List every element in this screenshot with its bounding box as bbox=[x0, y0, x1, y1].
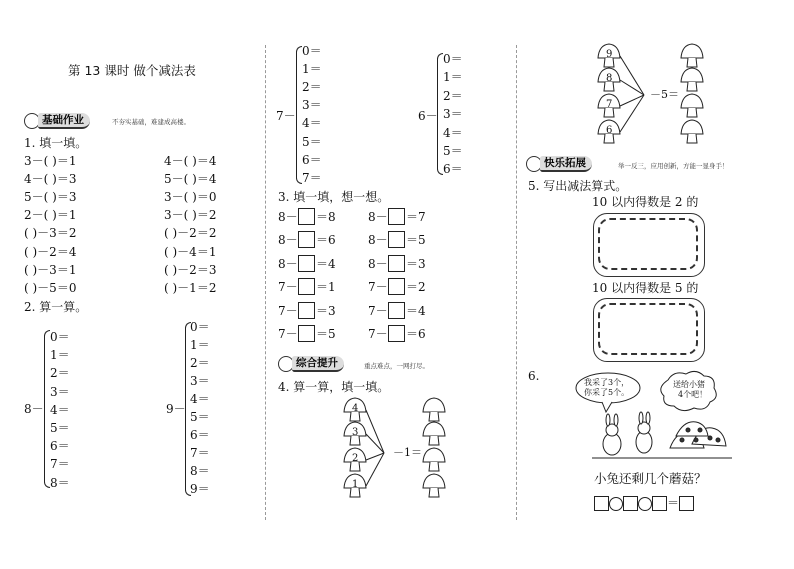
subtraction-row: 7＝ bbox=[302, 170, 322, 185]
answer-square[interactable] bbox=[679, 496, 694, 511]
q2a-minuend: 8－ bbox=[24, 402, 44, 416]
answer-box[interactable] bbox=[388, 231, 405, 248]
operator-circle[interactable] bbox=[609, 497, 623, 511]
subtraction-row: 3＝ bbox=[190, 374, 210, 388]
subtraction-row: 0＝ bbox=[190, 320, 210, 334]
subtraction-row: 6＝ bbox=[190, 428, 210, 442]
subtraction-row: 3＝ bbox=[302, 98, 322, 113]
answer-box[interactable] bbox=[298, 231, 315, 248]
mushroom-icon bbox=[423, 448, 445, 471]
subtraction-row: 0＝ bbox=[302, 44, 322, 58]
q1-equation: ( )－2＝3 bbox=[164, 262, 217, 277]
q1-equation: 3－( )＝2 bbox=[164, 208, 217, 223]
answer-box[interactable] bbox=[388, 325, 405, 342]
q1-equation: 4－( )＝4 bbox=[164, 154, 217, 168]
subtraction-row: 1＝ bbox=[190, 338, 210, 352]
mushroom-number: 8 bbox=[606, 73, 613, 84]
q3-left-operand: 7－ bbox=[278, 303, 298, 318]
section-badge-advance: 综合提升 bbox=[292, 356, 344, 372]
q1-equation: 2－( )＝1 bbox=[24, 208, 77, 223]
answer-box[interactable] bbox=[388, 278, 405, 295]
rabbit-icon bbox=[636, 412, 652, 453]
subtraction-row: 3＝ bbox=[50, 384, 70, 399]
mushroom-icon bbox=[681, 68, 703, 91]
q3-left-operand: 8－ bbox=[278, 256, 298, 271]
q2c-minuend: 7－ bbox=[276, 109, 296, 123]
q3-result: ＝4 bbox=[406, 303, 426, 318]
subtraction-row: 1＝ bbox=[443, 70, 463, 85]
mushroom-number: 9 bbox=[606, 49, 613, 60]
mushroom-number: 7 bbox=[606, 99, 613, 110]
q1-equation: ( )－2＝4 bbox=[24, 244, 77, 259]
mushroom-number: 1 bbox=[352, 479, 359, 490]
q3-left-operand: 8－ bbox=[368, 233, 388, 248]
q1-equation: 3－( )＝0 bbox=[164, 190, 217, 205]
subtraction-row: 1＝ bbox=[50, 348, 70, 363]
q6-question: 小兔还剩几个蘑菇？ bbox=[594, 471, 707, 486]
subtraction-row: 5＝ bbox=[190, 410, 210, 424]
q2-label: 2. 算一算。 bbox=[24, 300, 88, 314]
answer-square[interactable] bbox=[594, 496, 609, 511]
q1-equation: ( )－1＝2 bbox=[164, 280, 217, 295]
equals-sign: ＝ bbox=[667, 496, 680, 510]
q3-result: ＝2 bbox=[406, 280, 426, 295]
subtraction-row: 4＝ bbox=[443, 125, 463, 140]
q3-result: ＝7 bbox=[406, 210, 426, 224]
subtraction-row: 5＝ bbox=[302, 134, 322, 149]
subtraction-row: 2＝ bbox=[443, 88, 463, 103]
q4-label: 4. 算一算，填一填。 bbox=[278, 380, 390, 394]
mushroom-number: 2 bbox=[352, 453, 359, 464]
subtraction-row: 7＝ bbox=[190, 446, 210, 460]
q2d-minuend: 6－ bbox=[418, 109, 438, 123]
q1-equation: ( )－4＝1 bbox=[164, 244, 217, 259]
subtraction-row: 1＝ bbox=[302, 62, 322, 77]
q3-left-operand: 7－ bbox=[368, 303, 388, 318]
subtraction-row: 2＝ bbox=[190, 356, 210, 370]
column-divider-1 bbox=[265, 45, 266, 520]
q3-left-operand: 7－ bbox=[368, 280, 388, 295]
answer-box-1-inner bbox=[598, 218, 698, 270]
q3-result: ＝6 bbox=[406, 327, 426, 341]
q1-equation: ( )－5＝0 bbox=[24, 280, 77, 295]
q3-result: ＝3 bbox=[406, 256, 426, 271]
mushroom-icon bbox=[681, 44, 703, 67]
q1-equation: 5－( )＝4 bbox=[164, 172, 217, 187]
answer-box[interactable] bbox=[298, 302, 315, 319]
q3-left-operand: 7－ bbox=[278, 327, 298, 341]
column-divider-2 bbox=[516, 45, 517, 520]
q3-left-operand: 8－ bbox=[278, 210, 298, 224]
subtraction-row: 8＝ bbox=[50, 475, 70, 490]
answer-box[interactable] bbox=[388, 208, 405, 225]
mushroom-icon bbox=[681, 94, 703, 117]
mushroom-number: 3 bbox=[352, 427, 359, 438]
answer-box[interactable] bbox=[298, 278, 315, 295]
section-motto-fun: 举一反三，应用创新，方能一显身手！ bbox=[618, 162, 729, 170]
subtraction-row: 8＝ bbox=[190, 464, 210, 478]
q6-bubble-1-line-2: 你采了5个。 bbox=[584, 388, 630, 397]
q1-equation: 5－( )＝3 bbox=[24, 190, 77, 205]
operator-circle[interactable] bbox=[638, 497, 652, 511]
q3-left-operand: 7－ bbox=[368, 327, 388, 341]
q1-equation: 3－( )＝1 bbox=[24, 154, 77, 168]
q1-label: 1. 填一填。 bbox=[24, 136, 88, 150]
mushroom-icon bbox=[423, 398, 445, 421]
subtraction-row: 4＝ bbox=[50, 402, 70, 417]
answer-box[interactable] bbox=[298, 208, 315, 225]
q5-prompt-1: 10 以内得数是 2 的 bbox=[592, 195, 699, 209]
q3-result: ＝6 bbox=[316, 233, 336, 248]
subtraction-row: 0＝ bbox=[50, 330, 70, 344]
q3-result: ＝5 bbox=[316, 327, 336, 341]
q3-left-operand: 8－ bbox=[368, 210, 388, 224]
q3-result: ＝4 bbox=[316, 256, 336, 271]
q6-bubble-2-line-2: 4个吧！ bbox=[678, 390, 708, 399]
q3-result: ＝8 bbox=[316, 210, 336, 224]
subtraction-row: 6＝ bbox=[302, 152, 322, 167]
subtraction-row: 0＝ bbox=[443, 52, 463, 66]
answer-box[interactable] bbox=[298, 255, 315, 272]
subtraction-row: 3＝ bbox=[443, 107, 463, 122]
mushroom-icon bbox=[423, 474, 445, 497]
subtraction-row: 6＝ bbox=[50, 439, 70, 454]
q5-label: 5. 写出减法算式。 bbox=[528, 179, 628, 193]
answer-square[interactable] bbox=[623, 496, 638, 511]
subtraction-row: 9＝ bbox=[190, 482, 210, 496]
subtraction-row: 4＝ bbox=[302, 116, 322, 131]
answer-box[interactable] bbox=[298, 325, 315, 342]
rabbit-icon bbox=[603, 414, 621, 455]
answer-square[interactable] bbox=[652, 496, 667, 511]
q1-equation: ( )－3＝1 bbox=[24, 262, 77, 277]
subtraction-row: 7＝ bbox=[50, 457, 70, 472]
q3-left-operand: 8－ bbox=[368, 256, 388, 271]
q6-label: 6. bbox=[528, 369, 540, 383]
subtraction-row: 4＝ bbox=[190, 392, 210, 406]
subtraction-row: 2＝ bbox=[302, 80, 322, 95]
q1-equation: ( )－2＝2 bbox=[164, 226, 217, 241]
q6-bubble-1-line-1: 我采了3个， bbox=[584, 378, 630, 387]
mushroom-icon bbox=[423, 422, 445, 445]
q5-prompt-2: 10 以内得数是 5 的 bbox=[592, 281, 699, 295]
q3-result: ＝1 bbox=[316, 280, 336, 295]
mushroom-icon bbox=[681, 120, 703, 143]
subtraction-row: 5＝ bbox=[443, 144, 463, 158]
q6-bubble-2-line-1: 送给小猪 bbox=[673, 380, 705, 389]
answer-box[interactable] bbox=[388, 255, 405, 272]
q3-result: ＝3 bbox=[316, 303, 336, 318]
section-motto-advance: 重点难点，一网打尽。 bbox=[364, 362, 429, 370]
section-badge-fun: 快乐拓展 bbox=[540, 156, 592, 172]
mushroom-number: 6 bbox=[606, 125, 613, 136]
subtraction-row: 5＝ bbox=[50, 421, 70, 435]
q1-equation: 4－( )＝3 bbox=[24, 172, 77, 187]
q3-left-operand: 8－ bbox=[278, 233, 298, 248]
q3-label: 3. 填一填，想一想。 bbox=[278, 190, 390, 204]
answer-box[interactable] bbox=[388, 302, 405, 319]
section-motto-basic: 不夯实基础，难建成高楼。 bbox=[112, 118, 190, 126]
subtraction-row: 6＝ bbox=[443, 162, 463, 177]
q1-equation: ( )－3＝2 bbox=[24, 226, 77, 241]
answer-box-2-inner bbox=[598, 303, 698, 355]
q4-operation: －1＝ bbox=[393, 446, 422, 459]
subtraction-row: 2＝ bbox=[50, 366, 70, 381]
mushroom-number: 4 bbox=[352, 403, 359, 414]
top-right-operation: －5＝ bbox=[650, 88, 679, 101]
lesson-title: 第 13 课时 做个减法表 bbox=[68, 63, 196, 78]
q3-result: ＝5 bbox=[406, 233, 426, 248]
q3-left-operand: 7－ bbox=[278, 280, 298, 295]
q2b-minuend: 9－ bbox=[166, 402, 186, 416]
q6-answer-equation bbox=[594, 494, 694, 510]
section-badge-basic: 基础作业 bbox=[38, 113, 90, 129]
